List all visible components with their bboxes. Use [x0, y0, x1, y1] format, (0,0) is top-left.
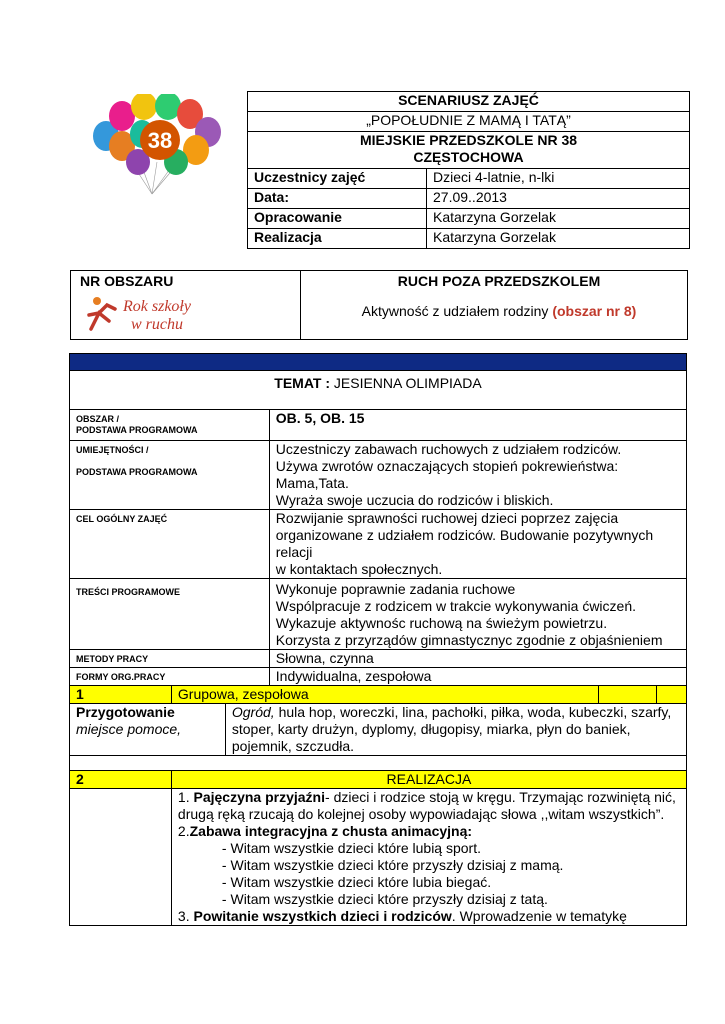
step-3-text: . Wprowadzenie w tematykę	[451, 908, 627, 924]
formy-value: Indywidualna, zespołowa	[269, 668, 686, 686]
umiej-line: Wyraża swoje uczucia do rodziców i bliskich.	[275, 492, 554, 508]
cel-value	[269, 510, 686, 579]
section-1-number: 1	[70, 686, 172, 704]
area-number-label: NR OBSZARU	[80, 273, 174, 289]
formy-label: FORMY ORG.PRACY	[70, 668, 270, 686]
tresci-value	[269, 579, 686, 650]
running-figure-icon	[85, 291, 215, 335]
rok-szkoly-logo	[85, 291, 215, 335]
preparation-label-cell	[70, 704, 226, 756]
step-1-number: 1.	[177, 789, 194, 805]
tresci-line: Wykonuje poprawnie zadania ruchowe	[275, 581, 516, 597]
preparation-value	[225, 704, 686, 756]
obszar-label-line1: OBSZAR /	[76, 414, 120, 424]
section-1-text	[171, 686, 598, 704]
umiejetnosci-value	[269, 441, 686, 510]
step-2-number: 2.	[177, 823, 190, 839]
w-ruchu-text: w ruchu	[131, 316, 183, 333]
metody-value: Słowna, czynna	[269, 650, 686, 668]
metody-label: METODY PRACY	[70, 650, 270, 668]
area-divider	[300, 271, 301, 339]
area-title: RUCH POZA PRZEDSZKOLEM	[397, 273, 601, 289]
cel-line: Rozwijanie sprawności ruchowej dzieci poprzez zajęcia	[275, 510, 619, 526]
kindergarten-logo	[86, 94, 228, 196]
step-2-title: Zabawa integracyjna z chusta animacyjną:	[189, 823, 473, 839]
obszar-label	[70, 410, 270, 441]
area-activity	[311, 303, 687, 319]
lesson-plan-table	[69, 353, 687, 926]
logo-number: 38	[147, 128, 173, 153]
navy-header-bar	[70, 354, 687, 371]
scenario-title: SCENARIUSZ ZAJĘĆ	[248, 92, 690, 112]
obszar-label-line2: PODSTAWA PROGRAMOWA	[76, 425, 198, 435]
spacer-row	[70, 756, 687, 771]
section-2-text: REALIZACJA	[171, 771, 686, 789]
participants-value: Dzieci 4-latnie, n-lki	[427, 169, 690, 189]
tresci-line: Wspólpracuje z rodzicem w trakcie wykonywania ćwiczeń.	[275, 598, 636, 614]
school-name	[248, 132, 690, 169]
step-2-item: - Witam wszystkie dzieci które lubią sport.	[221, 840, 481, 856]
preparation-place: Ogród,	[231, 704, 275, 720]
step-3-title: Powitanie wszystkich dzieci i rodziców	[193, 908, 452, 924]
theme-label: TEMAT :	[274, 375, 334, 391]
umiej-label-line2: PODSTAWA PROGRAMOWA	[76, 467, 198, 477]
step-2-item: - Witam wszystkie dzieci które przyszły dzisiaj z tatą.	[221, 891, 548, 907]
section-1-spacer	[599, 686, 657, 704]
obszar-value: OB. 5, OB. 15	[269, 410, 686, 441]
step-1-title: Pajęczyna przyjaźni	[193, 789, 326, 805]
section-1-label: Grupowa, zespołowa	[177, 686, 309, 702]
cel-line: w kontaktach społecznych.	[275, 561, 443, 577]
date-value: 27.09..2013	[427, 189, 690, 209]
umiej-line: Używa zwrotów oznaczających stopień pokrewieństwa: Mama,Tata.	[275, 458, 619, 491]
scenario-header-table	[247, 91, 690, 249]
activity-highlight: (obszar nr 8)	[552, 303, 637, 319]
step-3-number: 3.	[177, 908, 194, 924]
activity-text: Aktywność z udziałem rodziny	[361, 303, 553, 319]
realization-content	[171, 789, 686, 926]
step-1-text: - dzieci i rodzice stoją w kręgu. Trzymając rozwiniętą nić, drugą ręką rzucają do kolejnej osoby wypowiadając słowa ,,witam wszystkich”.	[177, 789, 676, 822]
umiej-line: Uczestniczy zabawach ruchowych z udziałem rodziców.	[275, 441, 622, 457]
participants-label: Uczestnicy zajęć	[248, 169, 427, 189]
step-2-item: - Witam wszystkie dzieci które przyszły dzisiaj z mamą.	[221, 857, 564, 873]
scenario-subtitle: „POPOŁUDNIE Z MAMĄ I TATĄ”	[248, 112, 690, 132]
tresci-line: Wykazuje aktywnośc ruchową na świeżym powietrzu.	[275, 615, 608, 631]
preparation-sublabel: miejsce pomoce,	[76, 721, 182, 737]
prepared-by-value: Katarzyna Gorzelak	[427, 209, 690, 229]
theme-value: JESIENNA OLIMPIADA	[333, 375, 482, 391]
prepared-by-label: Opracowanie	[248, 209, 427, 229]
date-label: Data:	[248, 189, 427, 209]
theme-row	[70, 371, 687, 410]
section-1-spacer-2	[657, 686, 687, 704]
conducted-by-value: Katarzyna Gorzelak	[427, 229, 690, 249]
tresci-line: Korzysta z przyrządów gimnastycznyc zgodnie z objaśnieniem	[275, 632, 663, 648]
preparation-items: hula hop, woreczki, lina, pachołki, piłka, woda, kubeczki, szarfy, stoper, karty drużyn, dyplomy, długopisy, miarka, płyn do baniek, pojemnik, szczudła.	[231, 704, 672, 754]
cel-label: CEL OGÓLNY ZAJĘĆ	[70, 510, 270, 579]
school-line-2: CZĘSTOCHOWA	[413, 149, 524, 165]
balloons-icon	[86, 94, 228, 196]
realization-left-cell	[70, 789, 172, 926]
area-box	[70, 270, 688, 340]
step-2-item: - Witam wszystkie dzieci które lubia biegać.	[221, 874, 492, 890]
preparation-label: Przygotowanie	[76, 704, 175, 720]
umiej-label-line1: UMIEJĘTNOŚCI /	[76, 445, 149, 455]
school-line-1: MIEJSKIE PRZEDSZKOLE NR 38	[359, 132, 578, 148]
cel-line: organizowane z udziałem rodziców. Budowanie pozytywnych relacji	[275, 527, 654, 560]
conducted-by-label: Realizacja	[248, 229, 427, 249]
umiejetnosci-label	[70, 441, 270, 510]
rok-szkoly-text: Rok szkoły	[123, 298, 191, 315]
tresci-label: TREŚCI PROGRAMOWE	[70, 579, 270, 650]
section-2-number: 2	[70, 771, 172, 789]
